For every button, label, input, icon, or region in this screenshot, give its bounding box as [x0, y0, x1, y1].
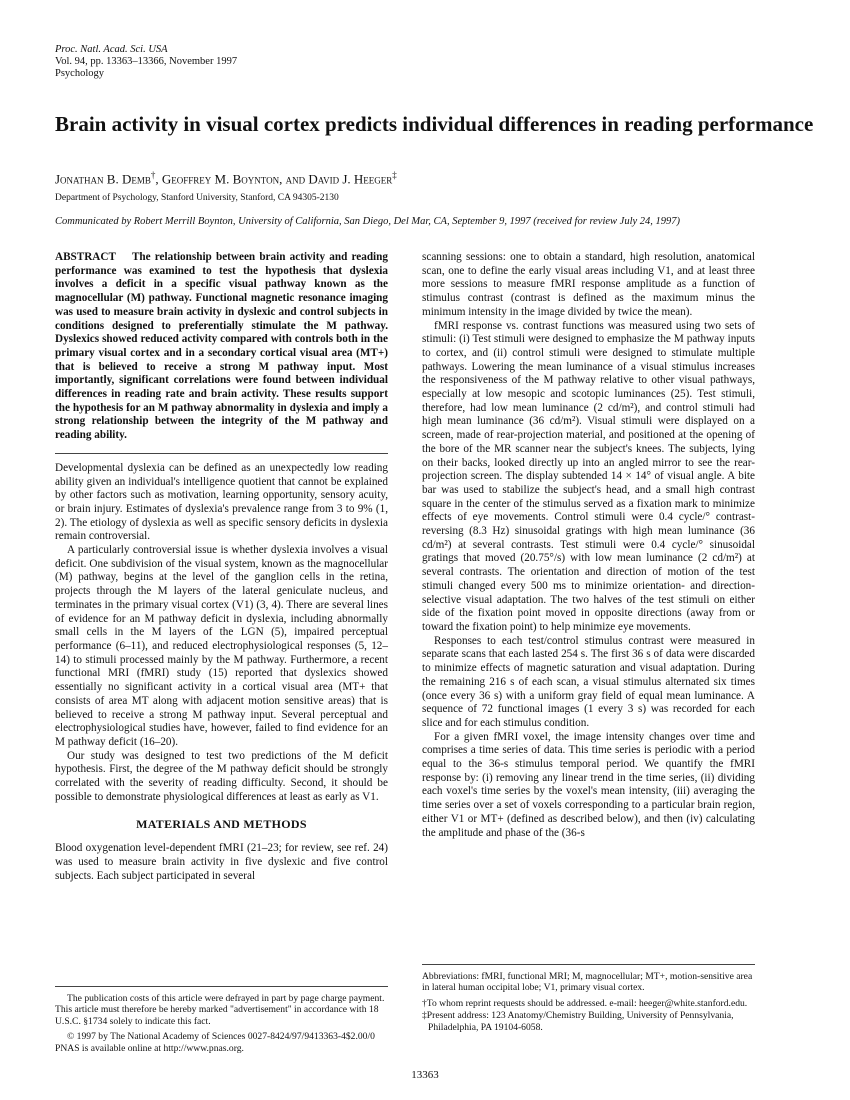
journal-volume: Vol. 94, pp. 13363–13366, November 1997 [55, 56, 238, 67]
author-list: Jonathan B. Demb†, Geoffrey M. Boynton, and David J. Heeger‡ [55, 170, 397, 187]
author-2: Geoffrey M. Boynton [161, 171, 280, 187]
copyright-note: © 1997 by The National Academy of Sciences 0027-8424/97/9413363-4$2.00/0 [67, 1031, 375, 1043]
publication-footer [55, 986, 388, 1058]
journal-header [55, 44, 237, 80]
footnotes [422, 964, 755, 1037]
author-3-mark: ‡ [392, 170, 397, 180]
body-paragraph: Developmental dyslexia can be defined as an unexpectedly low reading ability given an individual's intelligence quotient that cannot be explained by other factors such as motivation, learning opportunity, sensory acuity, or brain injury. Estimates of dyslexia's prevalence range from 3 to 9% (1, 2). The etiology of dyslexia as well as specific sensory deficits in dyslexia remain controversial. [55, 461, 388, 543]
body-paragraph: scanning sessions: one to obtain a standard, high resolution, anatomical scan, one to define the early visual areas including V1, and at least three more sessions to measure fMRI response amplitude as a function of stimulus contrast (contrast is defined as the maximum minus the minimum intensity in the image divided by twice the mean). [422, 251, 755, 318]
page-number: 13363 [411, 1069, 439, 1081]
journal-section: Psychology [55, 68, 105, 79]
author-conjunction: and [285, 171, 306, 187]
section-heading: MATERIALS AND METHODS [136, 817, 307, 832]
body-paragraph: A particularly controversial issue is whether dyslexia involves a visual deficit. One subdivision of the visual system, known as the magnocellular (M) pathway, begins at the level of the ganglion cells in the retina, projects through the M layers of the lateral geniculate nucleus, and terminates in the primary visual cortex (V1) (3, 4). There are several lines of evidence for an M pathway deficit in dyslexia, including abnormally small cells in the M layers of the LGN (5), impaired perceptual performance (6–11), and reduced electrophysiological responses (5, 12–14) to stimuli processed mainly by the M pathway. Furthermore, a recent functional MRI (fMRI) study (15) reported that dyslexics showed essentially no significant activity in a cortical visual area (MT+ that consists of area MT along with adjacent motion sensitive areas) that is believed to receive a strong M pathway input. Several perceptual and electrophysiological studies have, however, failed to find evidence for an M pathway deficit (16–20). [55, 544, 388, 748]
journal-name: Proc. Natl. Acad. Sci. USA [55, 44, 168, 55]
costs-note: The publication costs of this article were defrayed in part by page charge payment. This article must therefore be hereby marked "advertisement" in accordance with 18 U.S.C. §1734 solely to indicate this fact. [55, 993, 385, 1027]
body-paragraph: fMRI response vs. contrast functions was measured using two sets of stimuli: (i) Test stimuli were designed to emphasize the M pathway inputs to cortex, and (ii) control stimuli were designed to stimulate multiple pathways. Lowering the mean luminance of a visual stimulus increases the responsiveness of the M pathway relative to other visual pathways, especially at low mesopic and scotopic luminances (25). Test stimuli, therefore, had low mean luminance (2 cd/m²), and control stimuli had high mean luminance (36 cd/m²). Visual stimuli were displayed on a screen, made of rear-projection material, and positioned at the opening of the bore of the MR scanner near the subject's knees. The subjects, lying on their backs, looked directly up into an angled mirror to see the rear-projection screen. The display subtended 14 × 14° of visual angle. A bite bar was used to stabilize the subject's head, and a small high contrast square in the center of the stimulus served as a fixation mark to minimize effects of eye movements. Control stimuli were 0.4 cycle/° contrast-reversing (8.3 Hz) sinusoidal gratings with high mean luminance (36 cd/m²) at several contrasts. Test stimuli were 0.4 cycle/° sinusoidal gratings that moved (20.75°/s) with low mean luminance (2 cd/m²) at several contrasts. The orientation and direction of motion of the test stimuli changed every 500 ms to minimize orientation- and direction-selective visual adaptation. The two halves of the test stimuli on either side of the fixation point moved in opposite directions (away from or toward the fixation point) to help minimize eye movements. [422, 319, 755, 633]
body-paragraph: For a given fMRI voxel, the image intensity changes over time and comprises a time series of data. This time series is periodic with a period equal to the 36-s stimulus temporal period. We quantify the fMRI response by: (i) removing any linear trend in the time series, (ii) dividing each voxel's time series by the voxel's mean intensity, (iii) averaging the time series over a set of voxels corresponding to a particular brain region, either V1 or MT+ (defined as described below), and then (iv) calculating the amplitude and phase of the (36-s [422, 730, 755, 839]
author-1-mark: † [150, 170, 156, 180]
body-paragraph: Blood oxygenation level-dependent fMRI (21–23; for review, see ref. 24) was used to measure brain activity in five dyslexic and five control subjects. Each subject participated in several [55, 842, 388, 882]
footer-divider [55, 986, 388, 987]
communicated-by: Communicated by Robert Merrill Boynton, University of California, San Diego, Del Mar, CA, September 9, 1997 (received for review July 24, 1997) [55, 216, 681, 227]
affiliation: Department of Psychology, Stanford University, Stanford, CA 94305-2130 [55, 193, 339, 203]
footnote-address: ‡Present address: 123 Anatomy/Chemistry Building, University of Pennsylvania, Philadelphia, PA 19104-6058. [422, 1010, 734, 1033]
body-paragraph: Our study was designed to test two predictions of the M deficit hypothesis. First, the degree of the M pathway deficit should be strongly correlated with the severity of reading difficulty. Second, it should be possible to demonstrate physiological differences at least as early as V1. [55, 749, 388, 803]
right-column [422, 251, 755, 840]
body-paragraph: Responses to each test/control stimulus contrast were measured in separate scans that each lasted 254 s. The first 36 s of data were discarded to minimize effects of magnetic saturation and visual adaptation. During the remaining 216 s of each scan, a visual stimulus alternated six times (once every 36 s) with a uniform gray field of equal mean luminance. A sequence of 72 functional images (1 every 3 s) was recorded for each slice and for each stimulus condition. [422, 634, 755, 729]
left-column [55, 251, 388, 883]
abstract-label: ABSTRACT [55, 251, 116, 263]
abstract-text: The relationship between brain activity and reading performance was examined to test the hypothesis that dyslexia involves a deficit in a specific visual pathway known as the magnocellular (M) pathway. Functional magnetic resonance imaging was used to measure brain activity in dyslexic and control subjects in conditions designed to preferentially stimulate the M pathway. Dyslexics showed reduced activity compared with controls both in the primary visual cortex and in a secondary cortical visual area (MT+) that is believed to receive a strong M pathway input. Most importantly, significant correlations were found between individual differences in reading rate and brain activity. These results support the hypothesis for an M pathway abnormality in dyslexia and imply a strong relationship between the integrity of the M pathway and reading ability. [55, 251, 388, 442]
author-3: David J. Heeger [308, 171, 393, 187]
abbreviations-note: Abbreviations: fMRI, functional MRI; M, magnocellular; MT+, motion-sensitive area in lateral human occipital lobe; V1, primary visual cortex. [422, 971, 753, 994]
abstract-divider [55, 453, 388, 454]
footnote-reprint: †To whom reprint requests should be addressed. e-mail: heeger@white.stanford.edu. [422, 997, 748, 1009]
author-1: Jonathan B. Demb [55, 171, 151, 187]
abstract [55, 251, 388, 443]
online-note: PNAS is available online at http://www.pnas.org. [55, 1042, 244, 1054]
article-title: Brain activity in visual cortex predicts individual differences in reading performance [55, 112, 814, 136]
footnote-divider [422, 964, 755, 965]
